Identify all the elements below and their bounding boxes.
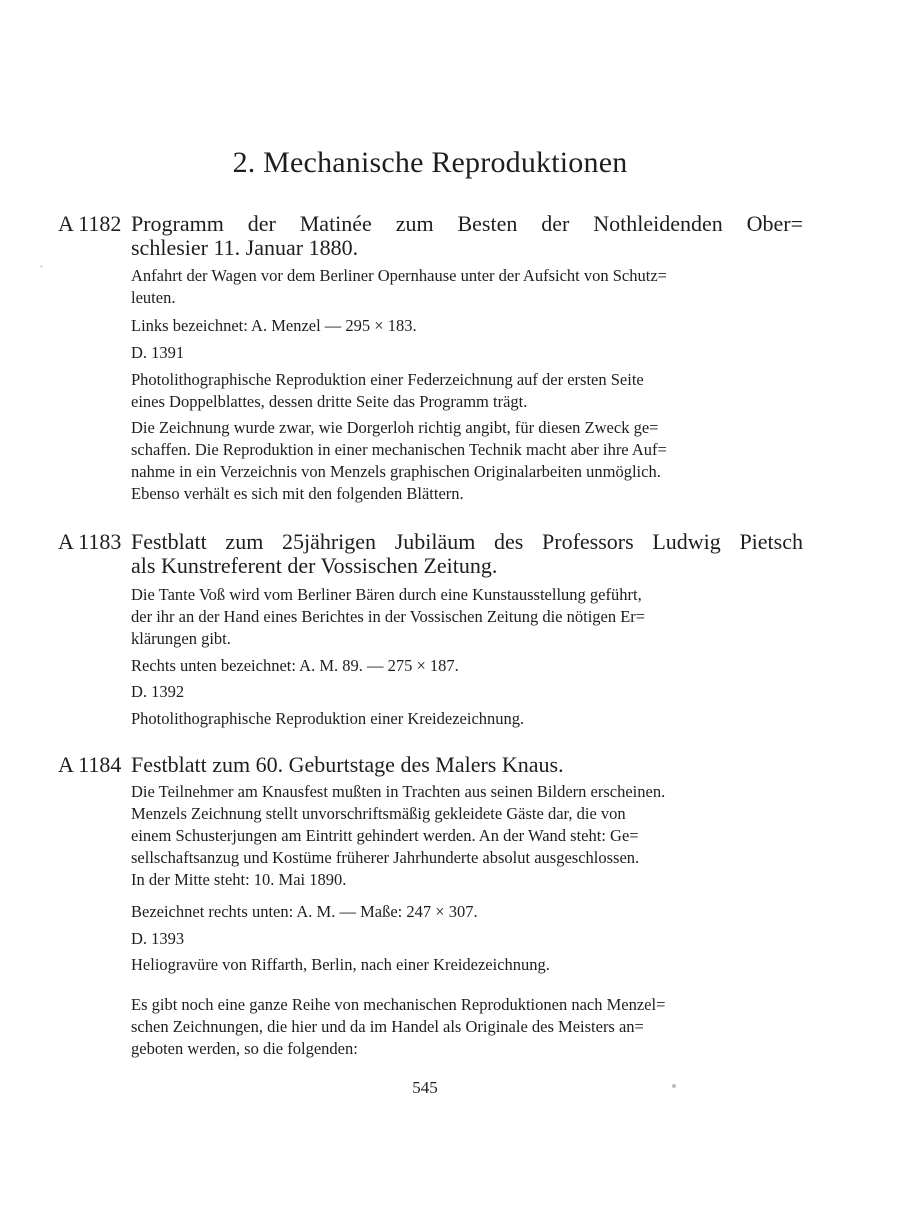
- text-line: leuten.: [131, 288, 176, 307]
- entry-title: [131, 212, 803, 260]
- entry-title: [131, 753, 803, 777]
- text-line: In der Mitte steht: 10. Mai 1890.: [131, 870, 347, 889]
- text-line: Photolithographische Reproduktion einer Kreidezeichnung.: [131, 709, 525, 728]
- text-line: Es gibt noch eine ganze Reihe von mechanischen Reproduktionen nach Menzel=: [131, 995, 666, 1014]
- entry-number: A 1183: [58, 529, 122, 554]
- entry-title-line: Festblatt zum 60. Geburtstage des Malers Knaus.: [131, 752, 564, 777]
- page-number: 545: [412, 1078, 438, 1097]
- entry-dorgerloh-ref: [131, 928, 803, 950]
- entry-title-line: Festblatt zum 25jährigen Jubiläum des Professors Ludwig Pietsch: [131, 529, 803, 554]
- text-line: D. 1391: [131, 343, 185, 362]
- entry-number: A 1182: [58, 211, 122, 236]
- text-line: geboten werden, so die folgenden:: [131, 1039, 358, 1058]
- paper-speck: [40, 265, 43, 268]
- entry-dorgerloh-ref: [131, 342, 803, 364]
- text-line: Ebenso verhält es sich mit den folgenden Blättern.: [131, 484, 464, 503]
- text-line: schen Zeichnungen, die hier und da im Handel als Originale des Meisters an=: [131, 1017, 644, 1036]
- entry-signature: [131, 655, 803, 677]
- text-line: Bezeichnet rechts unten: A. M. — Maße: 247 × 307.: [131, 902, 478, 921]
- entry-title-line: schlesier 11. Januar 1880.: [131, 235, 359, 260]
- entry-signature: [131, 901, 803, 923]
- text-line: Heliogravüre von Riffarth, Berlin, nach einer Kreidezeichnung.: [131, 955, 550, 974]
- text-line: der ihr an der Hand eines Berichtes in der Vossischen Zeitung die nötigen Er=: [131, 607, 646, 626]
- entry-title-line: als Kunstreferent der Vossischen Zeitung.: [131, 553, 498, 578]
- entry-description: [131, 584, 803, 650]
- entry-number: A 1184: [58, 752, 122, 777]
- entry-technique: [131, 369, 803, 413]
- text-line: schaffen. Die Reproduktion in einer mechanischen Technik macht aber ihre Auf=: [131, 440, 667, 459]
- entry-dorgerloh-ref: [131, 681, 803, 703]
- text-line: Die Zeichnung wurde zwar, wie Dorgerloh richtig angibt, für diesen Zweck ge=: [131, 418, 659, 437]
- chapter-title: 2. Mechanische Reproduktionen: [232, 146, 628, 179]
- entry-description: [131, 265, 803, 309]
- entry-title-line: Programm der Matinée zum Besten der Nothleidenden Ober=: [131, 211, 803, 236]
- text-line: Links bezeichnet: A. Menzel — 295 × 183.: [131, 316, 417, 335]
- text-line: eines Doppelblattes, dessen dritte Seite das Programm trägt.: [131, 392, 528, 411]
- text-line: sellschaftsanzug und Kostüme früherer Jahrhunderte absolut ausgeschlossen.: [131, 848, 640, 867]
- text-line: klärungen gibt.: [131, 629, 231, 648]
- text-line: Anfahrt der Wagen vor dem Berliner Opernhause unter der Aufsicht von Schutz=: [131, 266, 667, 285]
- entry-technique: [131, 708, 803, 730]
- entry-signature: [131, 315, 803, 337]
- entry-note: [131, 417, 803, 505]
- text-line: Photolithographische Reproduktion einer Federzeichnung auf der ersten Seite: [131, 370, 644, 389]
- text-line: Rechts unten bezeichnet: A. M. 89. — 275 × 187.: [131, 656, 459, 675]
- text-line: D. 1392: [131, 682, 185, 701]
- text-line: Die Teilnehmer am Knausfest mußten in Trachten aus seinen Bildern erscheinen.: [131, 782, 666, 801]
- entry-technique: [131, 954, 803, 976]
- text-line: Die Tante Voß wird vom Berliner Bären durch eine Kunstausstellung geführt,: [131, 585, 642, 604]
- entry-title: [131, 530, 803, 578]
- text-line: einem Schusterjungen am Eintritt gehindert werden. An der Wand steht: Ge=: [131, 826, 639, 845]
- closing-paragraph: [131, 994, 803, 1060]
- entry-description: [131, 781, 803, 891]
- text-line: nahme in ein Verzeichnis von Menzels graphischen Originalarbeiten unmöglich.: [131, 462, 661, 481]
- text-line: D. 1393: [131, 929, 185, 948]
- paper-speck: [672, 1084, 676, 1088]
- text-line: Menzels Zeichnung stellt unvorschriftsmäßig gekleidete Gäste dar, die von: [131, 804, 626, 823]
